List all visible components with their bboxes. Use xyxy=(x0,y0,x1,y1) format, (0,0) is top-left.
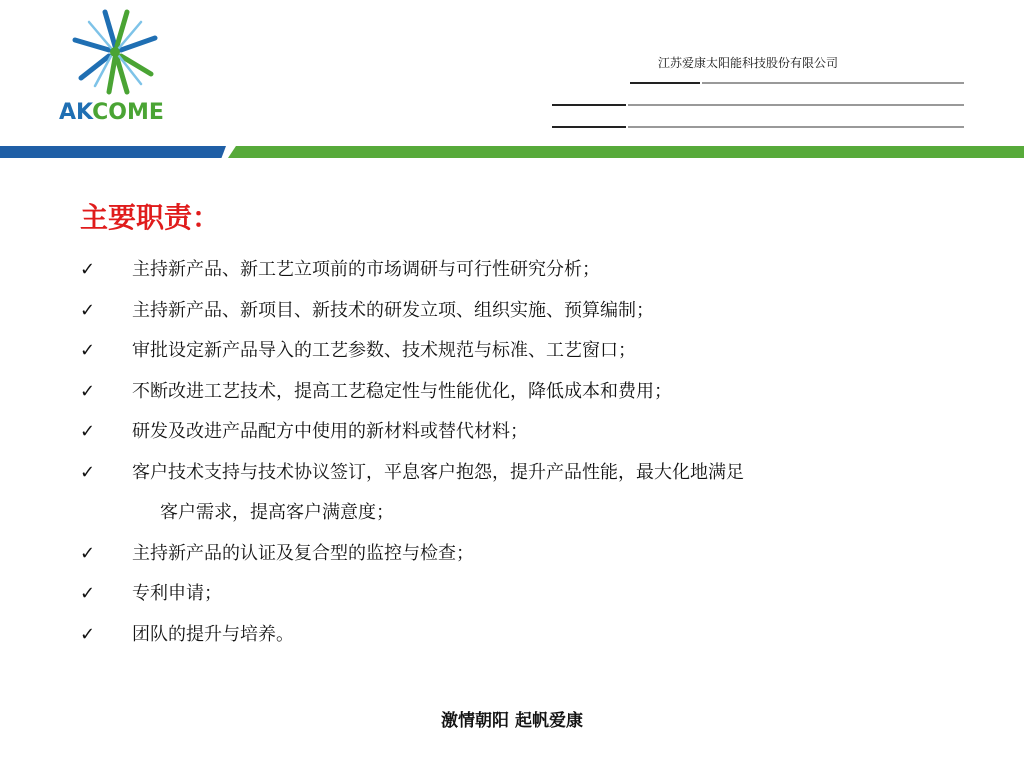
check-icon: ✓ xyxy=(80,421,96,442)
list-item xyxy=(80,331,960,372)
list-item-text: 研发及改进产品配方中使用的新材料或替代材料； xyxy=(132,421,528,442)
list-item xyxy=(80,412,960,453)
header-rule-mid-gray xyxy=(628,104,964,106)
header-band-blue xyxy=(0,146,226,158)
logo-wordmark xyxy=(59,100,189,125)
list-item xyxy=(80,574,960,615)
list-item xyxy=(80,453,960,534)
list-item-text: 专利申请； xyxy=(132,583,222,604)
header-band-green xyxy=(228,146,1024,158)
akcome-star-icon xyxy=(67,6,163,98)
check-icon: ✓ xyxy=(80,380,96,402)
check-icon: ✓ xyxy=(80,340,96,361)
footer-slogan: 激情朝阳 起帆爱康 xyxy=(441,711,583,731)
header-rule-top-gray xyxy=(702,82,964,84)
list-item-text: 团队的提升与培养。 xyxy=(132,623,294,645)
list-item-text: 主持新产品、新项目、新技术的研发立项、组织实施、预算编制； xyxy=(132,299,654,321)
list-item xyxy=(80,615,960,656)
header-rule-top-dark xyxy=(630,82,700,84)
section-heading: 主要职责： xyxy=(80,201,221,234)
list-item xyxy=(80,291,960,332)
check-icon: ✓ xyxy=(80,623,96,645)
list-item xyxy=(80,534,960,575)
check-icon: ✓ xyxy=(80,461,96,483)
list-item-text: 客户技术支持与技术协议签订，平息客户抱怨，提升产品性能，最大化地满足 xyxy=(132,461,744,483)
check-icon: ✓ xyxy=(80,583,96,604)
logo-wordmark-come: COME xyxy=(92,100,164,125)
check-icon: ✓ xyxy=(80,299,96,321)
header-rule-mid-dark xyxy=(552,104,626,106)
akcome-logo xyxy=(55,6,185,124)
check-icon: ✓ xyxy=(80,542,96,564)
list-item-text: 主持新产品、新工艺立项前的市场调研与可行性研究分析； xyxy=(132,259,600,280)
header-rule-bottom-dark xyxy=(552,126,626,128)
logo-wordmark-ak: AK xyxy=(59,100,93,125)
header-rule-bottom-gray xyxy=(628,126,964,128)
list-item-text: 审批设定新产品导入的工艺参数、技术规范与标准、工艺窗口； xyxy=(132,340,636,361)
list-item xyxy=(80,372,960,413)
company-name: 江苏爱康太阳能科技股份有限公司 xyxy=(658,56,839,70)
list-item-continuation: 客户需求，提高客户满意度； xyxy=(160,502,394,523)
list-item-text: 不断改进工艺技术，提高工艺稳定性与性能优化，降低成本和费用； xyxy=(132,380,672,402)
list-item-text: 主持新产品的认证及复合型的监控与检查； xyxy=(132,542,474,564)
list-item xyxy=(80,250,960,291)
check-icon: ✓ xyxy=(80,259,96,280)
responsibility-list xyxy=(80,250,960,655)
